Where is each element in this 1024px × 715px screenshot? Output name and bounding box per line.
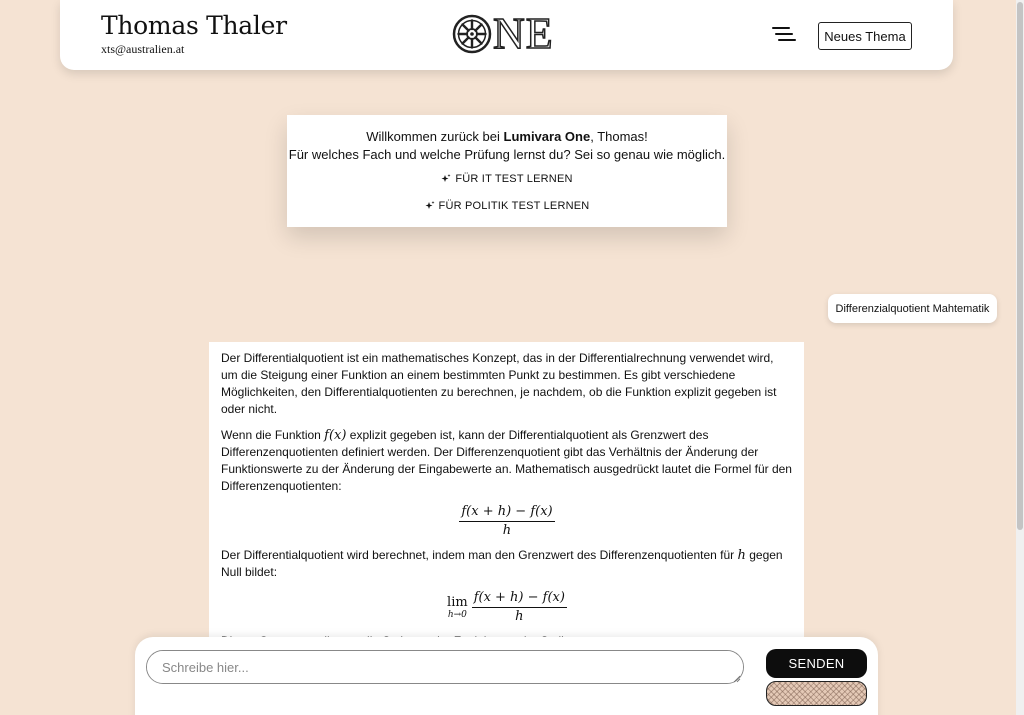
suggestion-label: FÜR IT TEST LERNEN (455, 173, 573, 185)
user-message-bubble: Differenzialquotient Mahtematik (828, 294, 997, 323)
menu-icon[interactable] (772, 25, 796, 43)
user-name: Thomas Thaler (101, 11, 287, 40)
answer-paragraph (221, 427, 793, 495)
welcome-suffix: , Thomas! (590, 129, 648, 144)
message-input[interactable] (146, 650, 744, 684)
formula-denominator: h (502, 523, 512, 538)
user-email: xts@australien.at (101, 42, 185, 56)
formula-limit (221, 590, 793, 625)
logo-text: NE (493, 9, 554, 58)
suggestion-politik-test[interactable] (425, 200, 590, 212)
answer-text: Der Differentialquotient wird berechnet, indem man den Grenzwert des Differenzenquotienten für (221, 548, 738, 562)
composer-panel (135, 637, 878, 715)
answer-text: explizit gegeben ist, kann der Differentialquotient als Grenzwert des Differenzenquotienten definiert werden. Der Differenzenquotient gibt das Verhältnis der Änderung der Funktionswerte zu der Änderung der Eingabewerte an. Mathematisch ausgedrückt lautet die Formel für den Differenzenquotienten: (221, 428, 792, 493)
sparkle-icon (441, 174, 451, 184)
answer-text: gegen Null bildet: (221, 548, 783, 579)
formula-difference-quotient (221, 504, 793, 539)
welcome-prefix: Willkommen zurück bei (366, 129, 504, 144)
logo[interactable] (452, 9, 554, 58)
new-topic-button[interactable]: Neues Thema (818, 22, 912, 50)
sparkle-icon (425, 201, 435, 211)
formula-numerator: f(x + h) − f(x) (459, 504, 554, 522)
formula-lim-subscript: h→0 (447, 609, 467, 620)
answer-paragraph (221, 547, 793, 581)
scrollbar-thumb[interactable] (1017, 2, 1023, 530)
answer-paragraph: Der Differentialquotient ist ein mathematisches Konzept, das in der Differentialrechnung verwendet wird, um die Steigung einer Funktion an einem bestimmten Punkt zu bestimmen. Es gibt verschiedene Möglichkeiten, den Differentialquotienten zu berechnen, je nachdem, ob die Funktion explizit gegeben ist oder nicht. (221, 351, 777, 416)
formula-denominator: h (515, 609, 524, 624)
formula-numerator: f(x + h) − f(x) (472, 590, 567, 608)
send-button[interactable]: SENDEN (766, 649, 867, 678)
patterned-button[interactable] (766, 681, 867, 706)
math-inline: h (737, 548, 746, 563)
header (60, 0, 953, 70)
welcome-question: Für welches Fach und welche Prüfung lernst du? Sei so genau wie möglich. (288, 147, 726, 162)
answer-text: Wenn die Funktion (221, 428, 325, 442)
suggestion-label: FÜR POLITIK TEST LERNEN (438, 200, 590, 212)
suggestion-it-test[interactable] (441, 173, 572, 185)
wheel-logo-icon (452, 14, 492, 54)
formula-lim: lim (447, 594, 468, 610)
math-inline: f(x) (324, 428, 347, 443)
resize-grip-icon[interactable] (733, 675, 741, 683)
brand-name: Lumivara One (503, 129, 591, 144)
welcome-card (287, 115, 727, 227)
welcome-greeting (287, 128, 727, 146)
